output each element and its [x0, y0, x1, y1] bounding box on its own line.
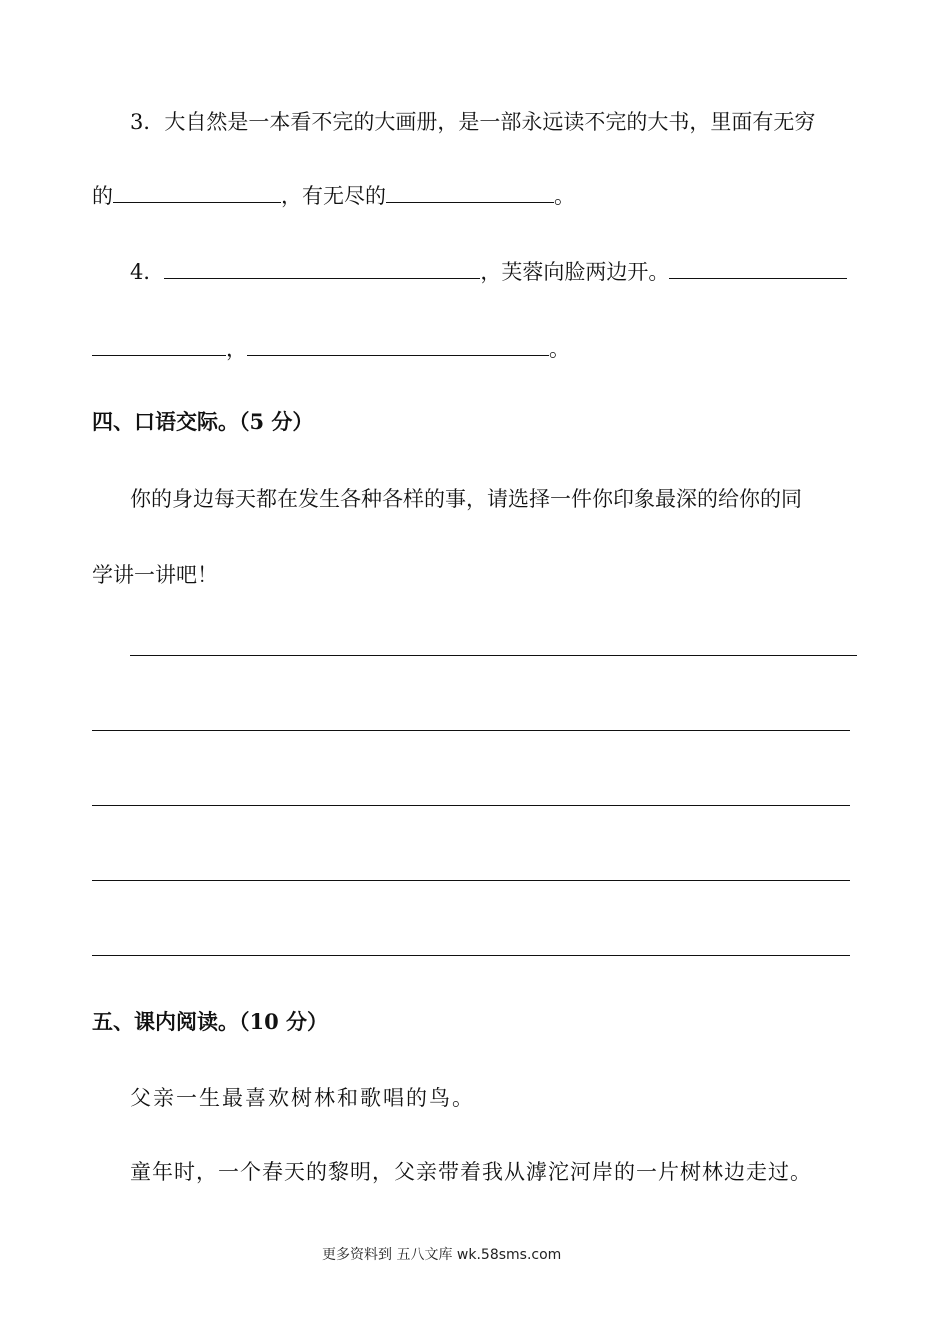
- answer-line-2[interactable]: [92, 730, 850, 731]
- q4-comma: ，: [226, 337, 247, 361]
- footer-text: 更多资料到 五八文库 wk.58sms.com: [322, 1247, 562, 1263]
- q3-mid: ，有无尽的: [281, 184, 386, 208]
- q4-blank-3[interactable]: [92, 335, 226, 356]
- q4-mid: ，芙蓉向脸两边开。: [480, 260, 670, 284]
- q3-line2: [92, 182, 575, 210]
- q4-blank-2[interactable]: [669, 258, 847, 279]
- q3-line1: 3．大自然是一本看不完的大画册，是一部永远读不完的大书，里面有无穷: [130, 110, 816, 134]
- section5-heading: 五、课内阅读。（10 分）: [92, 1009, 329, 1034]
- answer-line-4[interactable]: [92, 880, 850, 881]
- q3-blank-1[interactable]: [113, 182, 281, 203]
- answer-line-5[interactable]: [92, 955, 850, 956]
- q4-blank-4[interactable]: [247, 335, 549, 356]
- answer-line-1[interactable]: [130, 655, 857, 656]
- q4-num: 4．: [130, 260, 165, 284]
- q4-line2: [92, 335, 570, 363]
- section4-prompt-line1: 你的身边每天都在发生各种各样的事，请选择一件你印象最深的给你的同: [130, 487, 802, 511]
- section4-heading: 四、口语交际。（5 分）: [92, 409, 314, 434]
- section5-para2: 童年时，一个春天的黎明，父亲带着我从滹沱河岸的一片树林边走过。: [130, 1160, 812, 1184]
- answer-line-3[interactable]: [92, 805, 850, 806]
- q3-blank-2[interactable]: [386, 182, 554, 203]
- section4-prompt-line2: 学讲一讲吧！: [92, 563, 218, 587]
- q3-pre: 的: [92, 184, 113, 208]
- section5-para1: 父亲一生最喜欢树林和歌唱的鸟。: [130, 1086, 475, 1110]
- q4-end: 。: [549, 337, 570, 361]
- q3-end: 。: [554, 184, 575, 208]
- q4-blank-1[interactable]: [164, 258, 480, 279]
- q4-line1: [130, 258, 847, 286]
